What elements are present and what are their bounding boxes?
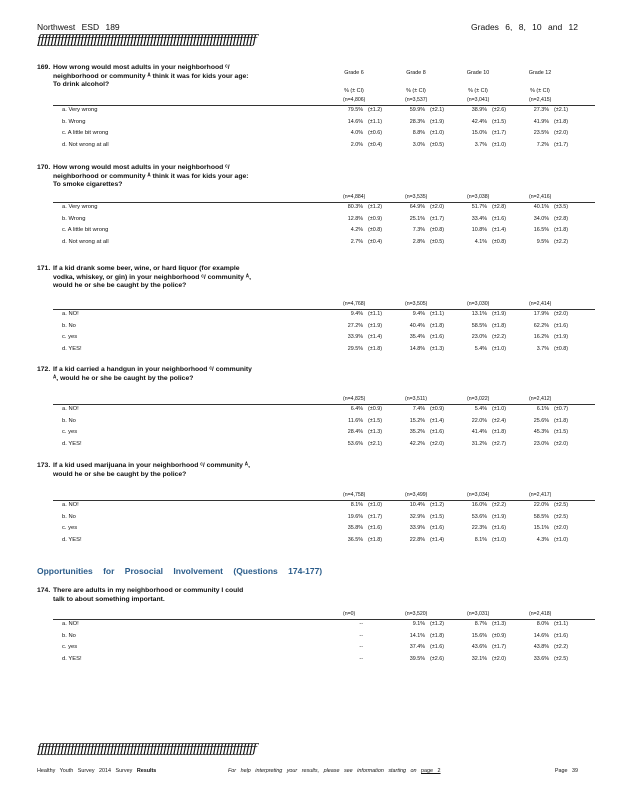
confidence-interval: (±2.0) [554,130,569,136]
percent-value: 31.2% [471,440,487,447]
confidence-interval: (±1.0) [554,536,569,543]
question-divider [53,202,595,203]
percent-value: 8.7% [474,621,487,627]
confidence-interval: (±0.8) [430,227,445,233]
question-number: 169. [37,64,51,71]
sample-size: (n=2,415) [529,97,552,103]
response-row [62,107,597,117]
percent-value: 33.9% [347,334,363,340]
confidence-interval: (±2.7) [492,440,507,447]
confidence-interval: (±1.7) [492,130,507,136]
confidence-interval: (±1.6) [430,334,445,340]
percent-value: 23.0% [471,334,487,340]
percent-value: 15.6% [471,632,487,639]
question-text: If a kid drank some beer, wine, or hard liquor (for example vodka, whiskey, or gin) in your neighborhood ᶜ/ community ᴬ, would he or she be caught by the police? [53,265,251,290]
percent-value: 43.6% [471,644,487,650]
sample-size: (n=4,768) [343,301,366,307]
question-text: How wrong would most adults in your neighborhood ᶜ/ neighborhood or community ᴬ think it was for kids your age: To drink alcohol? [53,64,249,89]
percent-value: 39.5% [409,655,425,662]
response-row [62,525,597,535]
confidence-interval: (±1.1) [430,311,445,317]
ci-header: % (± CI) [530,88,550,94]
percent-value: 45.3% [533,429,549,435]
response-label: c. yes [62,429,78,435]
confidence-interval: (±1.1) [368,311,383,317]
response-label: c. yes [62,334,78,340]
percent-value: 33.6% [533,655,549,662]
percent-value: 4.0% [350,130,363,136]
percent-value: 8.1% [474,536,487,543]
percent-value: 41.9% [533,118,549,125]
percent-value: -- [359,644,363,650]
response-row [62,216,597,226]
confidence-interval: (±1.1) [368,118,383,125]
percent-value: 5.4% [474,406,487,412]
confidence-interval: (±1.1) [554,621,569,627]
response-label: a. NO! [62,311,79,317]
confidence-interval: (±1.9) [430,118,445,125]
confidence-interval: (±3.5) [554,204,569,210]
confidence-interval: (±2.1) [368,440,383,447]
response-label: a. Very wrong [62,204,98,210]
question-divider [53,105,595,106]
response-label: c. A little bit wrong [62,227,109,233]
sample-size: (n=3,022) [467,396,490,402]
percent-value: 7.2% [536,141,549,148]
confidence-interval: (±1.2) [430,502,445,508]
response-row [62,204,597,214]
percent-value: 19.6% [347,513,363,520]
percent-value: 35.2% [409,429,425,435]
response-row [62,418,597,428]
response-label: b. Wrong [62,118,86,125]
percent-value: 40.1% [533,204,549,210]
response-row [62,621,597,631]
percent-value: 12.8% [347,215,363,222]
confidence-interval: (±0.8) [554,345,569,352]
percent-value: 43.8% [533,644,549,650]
percent-value: 7.4% [412,406,425,412]
percent-value: 22.0% [471,417,487,424]
question-number: 170. [37,164,51,171]
confidence-interval: (±1.5) [554,429,569,435]
percent-value: -- [359,621,363,627]
percent-value: 64.9% [409,204,425,210]
percent-value: 14.6% [347,118,363,125]
percent-value: 16.5% [533,227,549,233]
response-row [62,441,597,451]
confidence-interval: (±2.6) [430,655,445,662]
percent-value: 16.0% [471,502,487,508]
response-row [62,239,597,249]
question-divider [53,404,595,405]
sample-size: (n=3,537) [405,97,428,103]
percent-value: 4.3% [536,536,549,543]
confidence-interval: (±1.8) [430,632,445,639]
sample-size: (n=3,038) [467,194,490,200]
confidence-interval: (±1.8) [492,322,507,329]
response-row [62,644,597,654]
response-row [62,311,597,321]
grade-header: Grade 10 [466,70,490,76]
confidence-interval: (±1.6) [492,215,507,222]
confidence-interval: (±0.4) [368,141,383,148]
confidence-interval: (±1.5) [492,118,507,125]
sample-size: (n=2,418) [529,611,552,617]
confidence-interval: (±1.8) [554,417,569,424]
percent-value: 23.0% [533,440,549,447]
response-row [62,429,597,439]
percent-value: 2.7% [350,238,363,245]
percent-value: 42.4% [471,118,487,125]
confidence-interval: (±2.0) [492,655,507,662]
percent-value: 22.3% [471,525,487,531]
percent-value: 10.8% [471,227,487,233]
confidence-interval: (±1.8) [554,227,569,233]
percent-value: 16.2% [533,334,549,340]
confidence-interval: (±0.8) [492,238,507,245]
confidence-interval: (±2.6) [492,107,507,113]
percent-value: 58.5% [533,513,549,520]
question-number: 173. [37,462,51,469]
confidence-interval: (±1.6) [430,525,445,531]
percent-value: 7.3% [412,227,425,233]
percent-value: 34.0% [533,215,549,222]
confidence-interval: (±1.4) [368,334,383,340]
confidence-interval: (±1.3) [368,429,383,435]
confidence-interval: (±1.4) [430,536,445,543]
confidence-interval: (±2.8) [492,204,507,210]
confidence-interval: (±1.9) [492,513,507,520]
question-number: 171. [37,265,51,272]
confidence-interval: (±2.0) [554,311,569,317]
percent-value: 36.5% [347,536,363,543]
percent-value: 28.4% [347,429,363,435]
sample-size: (n=4,806) [343,97,366,103]
percent-value: -- [359,655,363,662]
percent-value: 40.4% [409,322,425,329]
response-row [62,142,597,152]
response-label: a. NO! [62,406,79,412]
response-row [62,502,597,512]
question-text: If a kid used marijuana in your neighborhood ᶜ/ community ᴬ, would he or she be caught by the police? [53,462,250,478]
confidence-interval: (±2.2) [554,238,569,245]
confidence-interval: (±1.0) [492,406,507,412]
question-divider [53,619,595,620]
confidence-interval: (±1.2) [368,107,383,113]
confidence-interval: (±2.2) [492,502,507,508]
percent-value: 27.3% [533,107,549,113]
response-row [62,130,597,140]
sample-size: (n=2,412) [529,396,552,402]
percent-value: 9.1% [412,621,425,627]
percent-value: 51.7% [471,204,487,210]
confidence-interval: (±1.2) [368,204,383,210]
confidence-interval: (±2.1) [554,107,569,113]
confidence-interval: (±1.6) [554,632,569,639]
response-label: c. A little bit wrong [62,130,109,136]
confidence-interval: (±2.0) [430,440,445,447]
percent-value: 59.9% [409,107,425,113]
sample-size: (n=3,034) [467,492,490,498]
question-number: 172. [37,366,51,373]
percent-value: 4.2% [350,227,363,233]
response-label: d. YES! [62,536,82,543]
percent-value: 9.4% [412,311,425,317]
ci-header: % (± CI) [344,88,364,94]
response-label: a. NO! [62,502,79,508]
percent-value: 17.9% [533,311,549,317]
footer-page-ref-link[interactable]: page 2 [421,768,441,774]
sample-size: (n=3,030) [467,301,490,307]
percent-value: 41.4% [471,429,487,435]
confidence-interval: (±1.5) [368,417,383,424]
confidence-interval: (±2.5) [554,502,569,508]
sample-size: (n=3,511) [405,396,427,402]
percent-value: 22.0% [533,502,549,508]
confidence-interval: (±1.0) [430,130,445,136]
confidence-interval: (±2.4) [492,417,507,424]
confidence-interval: (±1.7) [492,644,507,650]
percent-value: 14.8% [409,345,425,352]
page-number: Page 39 [554,768,578,774]
percent-value: 8.1% [350,502,363,508]
percent-value: 27.2% [347,322,363,329]
top-rule: ƒƒƒƒƒƒƒƒƒƒƒƒƒƒƒƒƒƒƒƒƒƒƒƒƒƒƒƒƒƒƒƒƒƒƒƒƒƒƒƒƒƒƒƒƒƒƒƒƒƒƒƒƒƒƒƒƒƒƒƒƒƒƒƒƒƒ [37,33,256,48]
confidence-interval: (±1.4) [492,227,507,233]
question-divider [53,309,595,310]
percent-value: 53.6% [471,513,487,520]
sample-size: (n=3,535) [405,194,428,200]
percent-value: -- [359,632,363,639]
percent-value: 3.7% [536,345,549,352]
percent-value: 5.4% [474,345,487,352]
sample-size: (n=3,041) [467,97,490,103]
confidence-interval: (±1.8) [368,345,383,352]
confidence-interval: (±1.4) [430,417,445,424]
response-label: d. Not wrong at all [62,141,109,148]
percent-value: 14.6% [533,632,549,639]
percent-value: 22.8% [409,536,425,543]
percent-value: 3.7% [474,141,487,148]
response-row [62,119,597,129]
confidence-interval: (±1.0) [368,502,383,508]
confidence-interval: (±1.7) [430,215,445,222]
response-label: d. YES! [62,440,82,447]
sample-size: (n=4,825) [343,396,366,402]
region-title: Northwest ESD 189 [37,22,120,32]
response-label: b. No [62,322,76,329]
confidence-interval: (±1.2) [430,621,445,627]
percent-value: 38.9% [471,107,487,113]
footer-help: For help interpreting your results, please see information starting on [228,768,417,774]
sample-size: (n=4,884) [343,194,366,200]
confidence-interval: (±0.9) [368,215,383,222]
footer-survey: Healthy Youth Survey 2014 Survey [37,768,133,774]
percent-value: 28.3% [409,118,425,125]
sample-size: (n=3,031) [467,611,490,617]
confidence-interval: (±1.3) [492,621,507,627]
response-label: d. YES! [62,345,82,352]
percent-value: 58.5% [471,322,487,329]
confidence-interval: (±1.9) [554,334,569,340]
confidence-interval: (±2.1) [430,107,445,113]
confidence-interval: (±0.9) [492,632,507,639]
percent-value: 29.5% [347,345,363,352]
confidence-interval: (±2.5) [554,513,569,520]
response-label: a. NO! [62,621,79,627]
percent-value: 33.4% [471,215,487,222]
footer-results: Results [136,768,157,774]
confidence-interval: (±1.7) [554,141,569,148]
percent-value: 10.4% [409,502,425,508]
sample-size: (n=2,416) [529,194,552,200]
confidence-interval: (±1.6) [368,525,383,531]
question-text: If a kid carried a handgun in your neighborhood ᶜ/ community ᴬ, would he or she be caught by the police? [53,366,252,382]
footer-middle [228,768,441,774]
sample-size: (n=3,499) [405,492,428,498]
response-row [62,514,597,524]
confidence-interval: (±2.2) [554,644,569,650]
grade-header: Grade 8 [406,70,426,76]
percent-value: 79.5% [347,107,363,113]
section-title: Opportunities for Prosocial Involvement (Questions 174-177) [37,566,323,576]
response-label: b. No [62,513,76,520]
sample-size: (n=0) [343,611,356,617]
sample-size: (n=3,520) [405,611,428,617]
question-divider [53,500,595,501]
response-label: b. No [62,632,76,639]
percent-value: 6.4% [350,406,363,412]
confidence-interval: (±1.3) [430,345,445,352]
response-label: a. Very wrong [62,107,98,113]
percent-value: 2.8% [412,238,425,245]
percent-value: 62.2% [533,322,549,329]
confidence-interval: (±2.5) [554,655,569,662]
confidence-interval: (±0.9) [430,406,445,412]
grade-header: Grade 6 [344,70,364,76]
grades-title: Grades 6, 8, 10 and 12 [471,22,578,32]
confidence-interval: (±1.8) [368,536,383,543]
confidence-interval: (±1.8) [430,322,445,329]
confidence-interval: (±1.8) [492,429,507,435]
percent-value: 23.5% [533,130,549,136]
footer-left [37,768,156,774]
percent-value: 9.4% [350,311,363,317]
ci-header: % (± CI) [468,88,488,94]
percent-value: 32.9% [409,513,425,520]
response-label: b. Wrong [62,215,86,222]
percent-value: 9.5% [536,238,549,245]
response-row [62,323,597,333]
percent-value: 8.0% [536,621,549,627]
question-text: How wrong would most adults in your neighborhood ᶜ/ neighborhood or community ᴬ think it was for kids your age: To smoke cigarettes? [53,164,249,189]
confidence-interval: (±1.0) [492,536,507,543]
percent-value: 37.4% [409,644,425,650]
percent-value: 53.6% [347,440,363,447]
question-text: There are adults in my neighborhood or community I could talk to about something important. [53,587,244,603]
confidence-interval: (±1.7) [368,513,383,520]
percent-value: 2.0% [350,141,363,148]
percent-value: 8.8% [412,130,425,136]
confidence-interval: (±2.2) [492,334,507,340]
sample-size: (n=2,417) [529,492,552,498]
response-label: c. yes [62,525,78,531]
confidence-interval: (±1.6) [554,322,569,329]
confidence-interval: (±1.9) [492,311,507,317]
confidence-interval: (±0.6) [368,130,383,136]
response-label: d. YES! [62,655,82,662]
percent-value: 33.9% [409,525,425,531]
confidence-interval: (±0.7) [554,406,569,412]
sample-size: (n=3,505) [405,301,428,307]
percent-value: 25.1% [409,215,425,222]
question-number: 174. [37,587,51,594]
confidence-interval: (±1.6) [492,525,507,531]
confidence-interval: (±2.0) [554,440,569,447]
percent-value: 11.6% [348,417,363,424]
confidence-interval: (±0.8) [368,227,383,233]
percent-value: 15.1% [533,525,549,531]
percent-value: 13.1% [471,311,487,317]
percent-value: 32.1% [471,655,487,662]
sample-size: (n=2,414) [529,301,552,307]
bottom-rule: ƒƒƒƒƒƒƒƒƒƒƒƒƒƒƒƒƒƒƒƒƒƒƒƒƒƒƒƒƒƒƒƒƒƒƒƒƒƒƒƒƒƒƒƒƒƒƒƒƒƒƒƒƒƒƒƒƒƒƒƒƒƒƒƒƒƒ [37,742,256,757]
confidence-interval: (±1.8) [554,118,569,125]
response-row [62,227,597,237]
response-label: b. No [62,417,76,424]
response-label: c. yes [62,644,78,650]
confidence-interval: (±1.6) [430,429,445,435]
ci-header: % (± CI) [406,88,426,94]
confidence-interval: (±1.0) [492,345,507,352]
percent-value: 4.1% [474,238,487,245]
percent-value: 25.6% [533,417,549,424]
percent-value: 14.1% [409,632,425,639]
response-row [62,406,597,416]
percent-value: 3.0% [412,141,425,148]
percent-value: 6.1% [536,406,549,412]
response-row [62,346,597,356]
confidence-interval: (±0.5) [430,238,445,245]
sample-size: (n=4,758) [343,492,366,498]
response-row [62,656,597,666]
confidence-interval: (±0.5) [430,141,445,148]
response-row [62,537,597,547]
confidence-interval: (±1.9) [368,322,383,329]
confidence-interval: (±2.0) [554,525,569,531]
percent-value: 15.2% [409,417,425,424]
response-row [62,334,597,344]
percent-value: 35.8% [347,525,363,531]
confidence-interval: (±0.4) [368,238,383,245]
percent-value: 42.2% [409,440,425,447]
confidence-interval: (±1.0) [492,141,507,148]
response-row [62,633,597,643]
grade-header: Grade 12 [528,70,552,76]
confidence-interval: (±1.6) [430,644,445,650]
percent-value: 80.3% [347,204,363,210]
percent-value: 15.0% [471,130,487,136]
confidence-interval: (±2.0) [430,204,445,210]
response-label: d. Not wrong at all [62,238,109,245]
confidence-interval: (±1.5) [430,513,445,520]
confidence-interval: (±0.9) [368,406,383,412]
confidence-interval: (±2.8) [554,215,569,222]
percent-value: 35.4% [409,334,425,340]
